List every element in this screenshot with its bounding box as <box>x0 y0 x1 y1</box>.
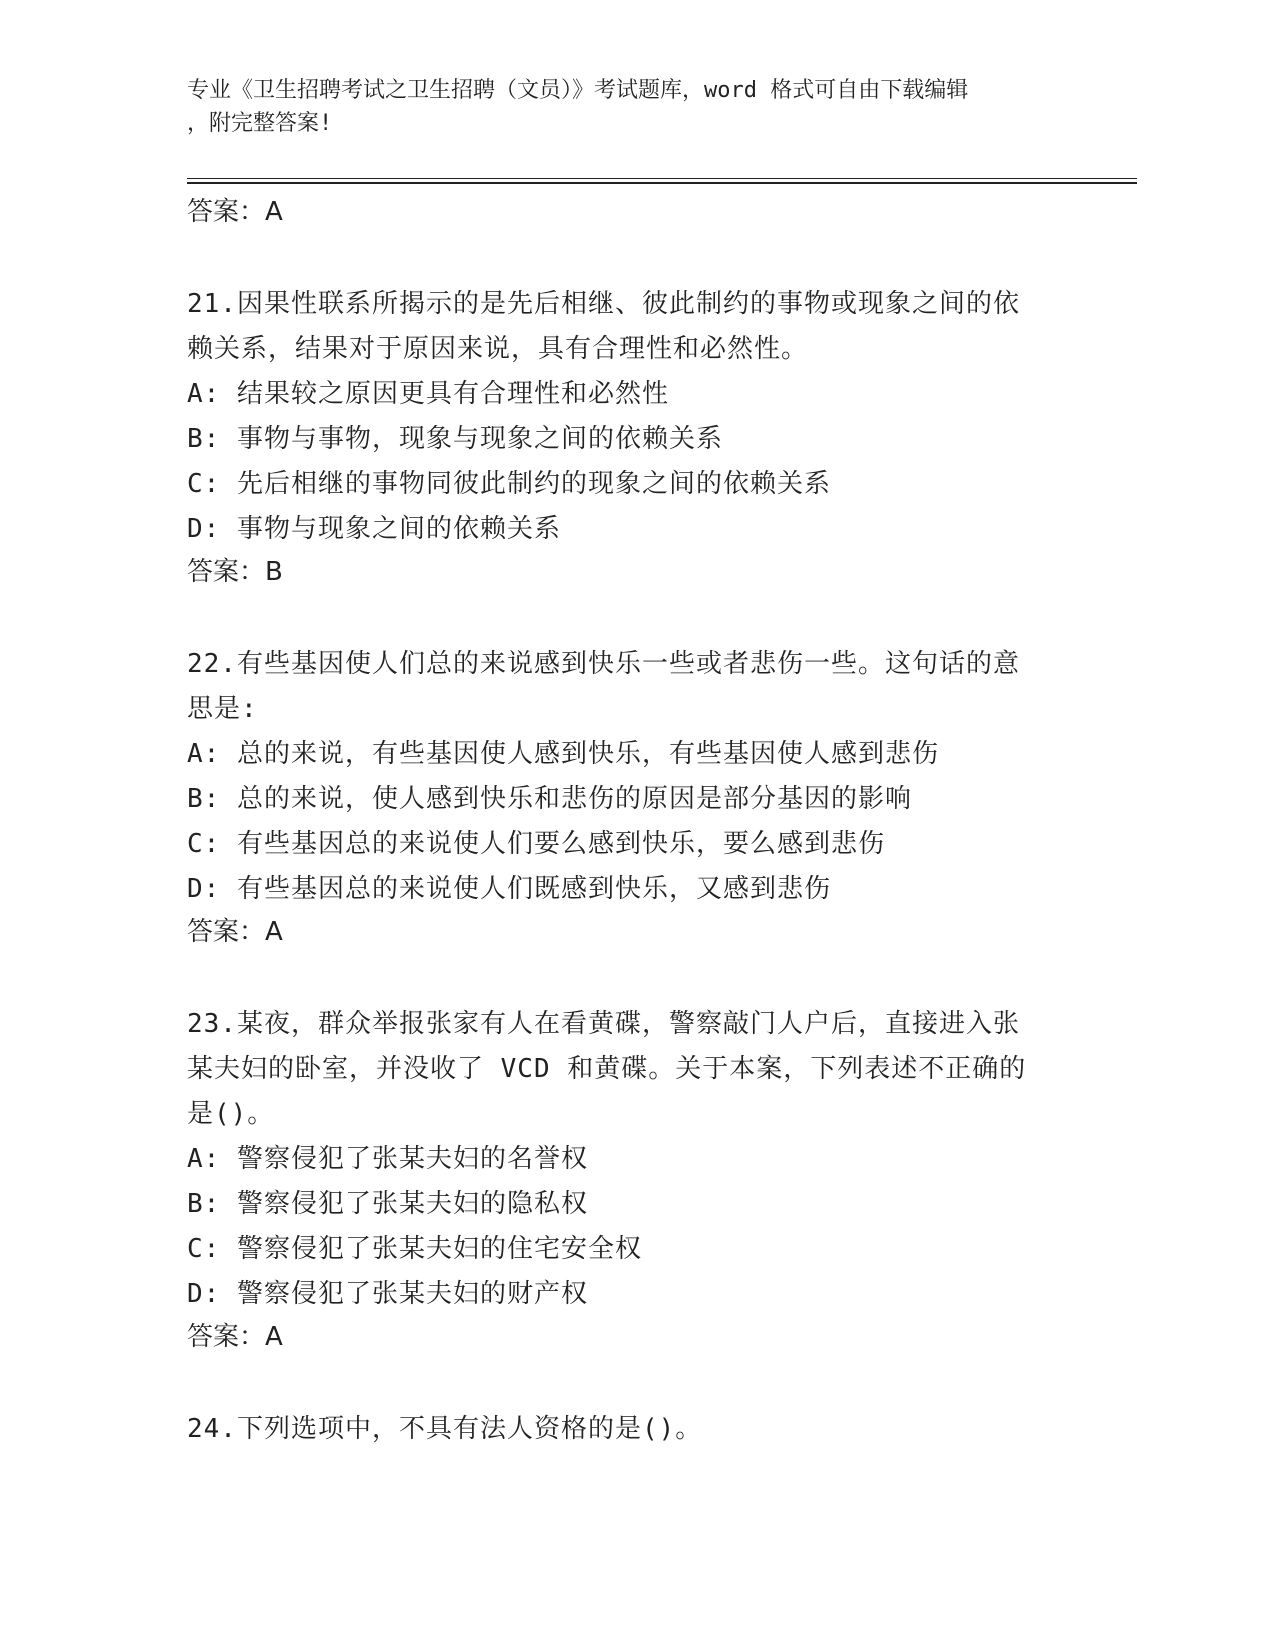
question-23 <box>187 1002 1137 1357</box>
answer-label: 答案：A <box>187 197 283 227</box>
option-d: D: 事物与现象之间的依赖关系 <box>187 514 561 544</box>
question-stem-line: 是()。 <box>187 1099 275 1129</box>
question-stem-line: 21.因果性联系所揭示的是先后相继、彼此制约的事物或现象之间的依 <box>187 289 1020 319</box>
question-21 <box>187 282 1137 592</box>
option-b: B: 警察侵犯了张某夫妇的隐私权 <box>187 1189 588 1219</box>
question-stem-line: 22.有些基因使人们总的来说感到快乐一些或者悲伤一些。这句话的意 <box>187 649 1020 679</box>
option-d: D: 警察侵犯了张某夫妇的财产权 <box>187 1279 588 1309</box>
option-c: C: 有些基因总的来说使人们要么感到快乐，要么感到悲伤 <box>187 829 885 859</box>
question-stem-line: 赖关系，结果对于原因来说，具有合理性和必然性。 <box>187 334 809 364</box>
question-stem-line: 24.下列选项中，不具有法人资格的是()。 <box>187 1414 703 1444</box>
header-line-2: ，附完整答案! <box>187 111 333 136</box>
option-a: A: 总的来说，有些基因使人感到快乐，有些基因使人感到悲伤 <box>187 739 939 769</box>
question-stem-line: 23.某夜，群众举报张家有人在看黄碟，警察敲门人户后，直接进入张 <box>187 1009 1020 1039</box>
answer-label: 答案：A <box>187 917 283 947</box>
question-24 <box>187 1407 1137 1452</box>
question-22 <box>187 642 1137 952</box>
option-c: C: 警察侵犯了张某夫妇的住宅安全权 <box>187 1234 642 1264</box>
question-stem-line: 某夫妇的卧室，并没收了 VCD 和黄碟。关于本案，下列表述不正确的 <box>187 1054 1027 1084</box>
question-stem-line: 思是: <box>187 694 258 724</box>
answer-label: 答案：A <box>187 1322 283 1352</box>
document-header <box>187 74 1077 140</box>
option-c: C: 先后相继的事物同彼此制约的现象之间的依赖关系 <box>187 469 831 499</box>
question-list <box>187 192 1137 1452</box>
option-b: B: 事物与事物，现象与现象之间的依赖关系 <box>187 424 723 454</box>
option-a: A: 警察侵犯了张某夫妇的名誉权 <box>187 1144 588 1174</box>
answer-label: 答案：B <box>187 557 283 587</box>
header-line-1: 专业《卫生招聘考试之卫生招聘（文员）》考试题库，word 格式可自由下载编辑 <box>187 78 969 103</box>
header-divider <box>187 178 1137 184</box>
option-b: B: 总的来说，使人感到快乐和悲伤的原因是部分基因的影响 <box>187 784 912 814</box>
option-d: D: 有些基因总的来说使人们既感到快乐，又感到悲伤 <box>187 874 831 904</box>
option-a: A: 结果较之原因更具有合理性和必然性 <box>187 379 669 409</box>
